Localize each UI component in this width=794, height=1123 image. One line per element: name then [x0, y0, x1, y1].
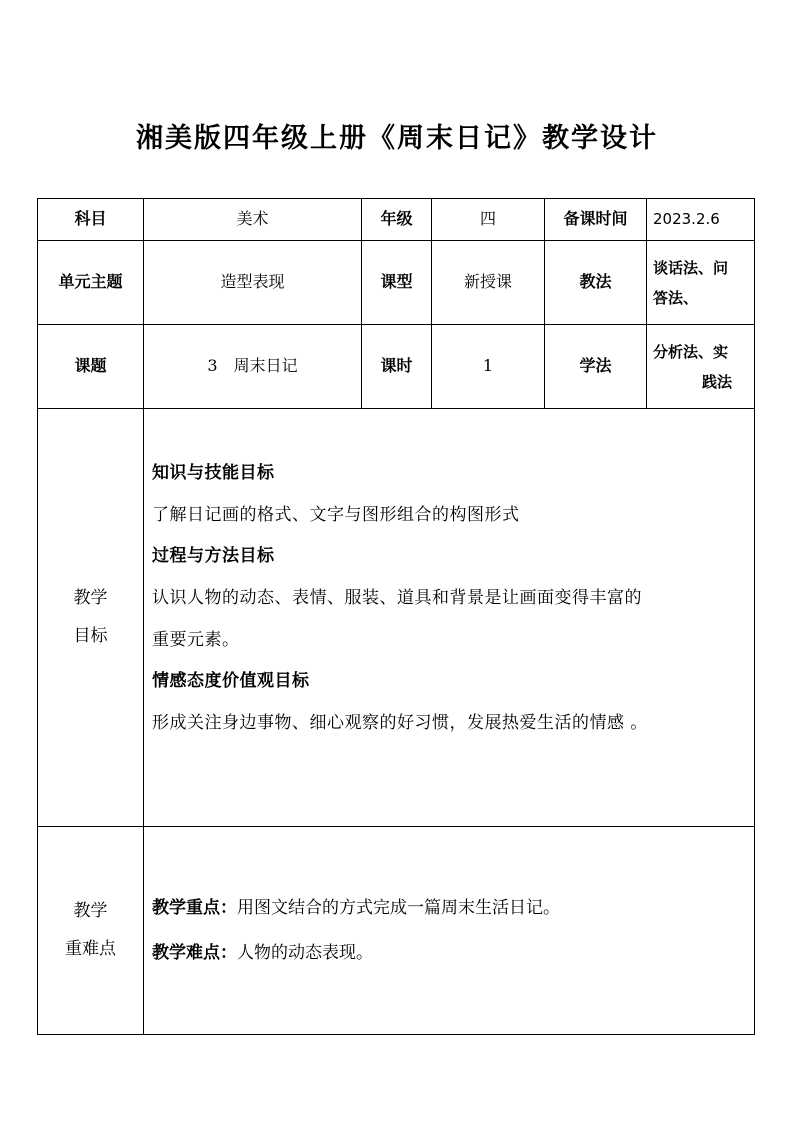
- table-row-topic: [38, 325, 755, 409]
- topic-value: 3 周末日记: [144, 325, 362, 409]
- teaching-difficulty-label: 教学难点：: [152, 942, 237, 963]
- lesson-plan-table: [37, 198, 755, 1035]
- process-method-text-line1: 认识人物的动态、表情、服装、道具和背景是让画面变得丰富的: [152, 587, 642, 608]
- key-points-label: [38, 827, 144, 1035]
- process-method-text-line2: 重要元素。: [152, 629, 240, 650]
- teaching-method-line2: 答法、: [653, 288, 699, 307]
- process-method-heading: 过程与方法目标: [152, 546, 275, 567]
- document-title: 湘美版四年级上册《周末日记》教学设计: [136, 123, 658, 154]
- learning-method-line1: 分析法、实: [653, 342, 729, 361]
- class-hours-value: 1: [432, 325, 545, 409]
- prep-time-value: 2023.2.6: [647, 199, 755, 241]
- teaching-difficulty: [152, 931, 746, 975]
- grade-label: 年级: [362, 199, 432, 241]
- learning-method-label: 学法: [545, 325, 647, 409]
- attitude-values-text: 形成关注身边事物、细心观察的好习惯，发展热爱生活的情感 。: [152, 712, 648, 733]
- learning-method-value: [647, 325, 755, 409]
- teaching-focus: [152, 886, 746, 930]
- objectives-content: [144, 409, 755, 827]
- table-row-subject: [38, 199, 755, 241]
- teaching-focus-label: 教学重点：: [152, 898, 237, 919]
- objectives-label: [38, 409, 144, 827]
- teaching-focus-text: 用图文结合的方式完成一篇周末生活日记。: [237, 898, 560, 919]
- unit-theme-label: 单元主题: [38, 241, 144, 325]
- attitude-values-heading: 情感态度价值观目标: [152, 671, 310, 692]
- knowledge-skills-text: 了解日记画的格式、文字与图形组合的构图形式: [152, 504, 520, 525]
- table-row-key-points: [38, 827, 755, 1035]
- grade-value: 四: [432, 199, 545, 241]
- key-points-label-line2: 重难点: [65, 938, 116, 959]
- class-hours-label: 课时: [362, 325, 432, 409]
- key-points-label-line1: 教学: [73, 901, 108, 922]
- unit-theme-value: 造型表现: [144, 241, 362, 325]
- teaching-method-line1: 谈话法、问: [653, 258, 729, 277]
- table-row-unit: [38, 241, 755, 325]
- knowledge-skills-heading: 知识与技能目标: [152, 463, 275, 483]
- table-row-objectives: [38, 409, 755, 827]
- prep-time-label: 备课时间: [545, 199, 647, 241]
- topic-label: 课题: [38, 325, 144, 409]
- lesson-type-value: 新授课: [432, 241, 545, 325]
- teaching-method-label: 教法: [545, 241, 647, 325]
- teaching-difficulty-text: 人物的动态表现。: [237, 942, 373, 963]
- subject-label: 科目: [38, 199, 144, 241]
- objectives-label-line2: 目标: [73, 625, 108, 646]
- learning-method-line2: 践法: [701, 372, 732, 391]
- key-points-content: [144, 827, 755, 1035]
- lesson-type-label: 课型: [362, 241, 432, 325]
- objectives-label-line1: 教学: [73, 588, 108, 609]
- teaching-method-value: [647, 241, 755, 325]
- subject-value: 美术: [144, 199, 362, 241]
